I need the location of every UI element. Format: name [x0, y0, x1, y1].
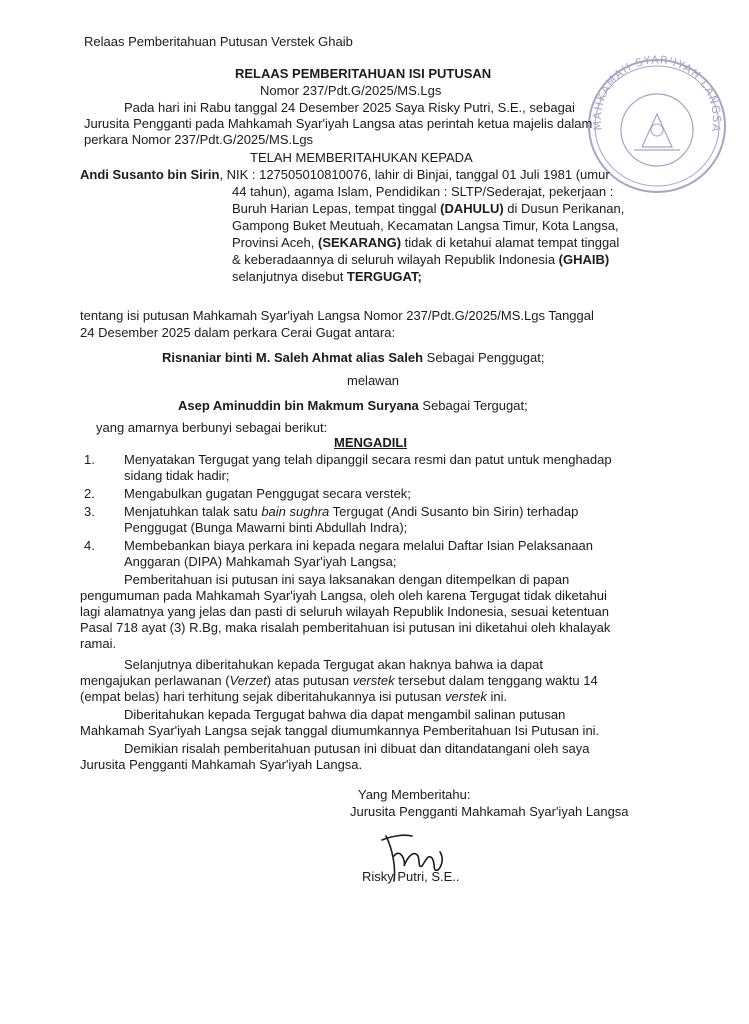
- item-3-text-a: Menjatuhkan talak satu: [124, 504, 262, 519]
- tergugat-name: Asep Aminuddin bin Makmum Suryana: [178, 398, 419, 413]
- party-line-1-rest: , NIK : 127505010810076, lahir di Binjai, tanggal 01 Juli 1981 (umur: [219, 167, 610, 182]
- party-line-6: [232, 252, 609, 268]
- para2-verstek-2: verstek: [444, 689, 487, 704]
- para2-verzet: Verzet: [229, 673, 267, 688]
- para1-line-2: pengumuman pada Mahkamah Syar'iyah Langsa, oleh oleh karena Tergugat tidak diketahui: [80, 588, 607, 603]
- melawan-text: melawan: [347, 373, 400, 388]
- item-3-text-b: Tergugat (Andi Susanto bin Sirin) terhadap: [329, 504, 579, 519]
- party-name: Andi Susanto bin Sirin: [80, 167, 220, 182]
- party-line-6-text: & keberadaannya di seluruh wilayah Republik Indonesia: [232, 252, 559, 267]
- item-4-line-1: Membebankan biaya perkara ini kepada negara melalui Daftar Isian Pelaksanaan: [124, 538, 594, 553]
- para2-line-1: Selanjutnya diberitahukan kepada Tergugat akan haknya bahwa ia dapat: [124, 657, 543, 672]
- para2-verstek: verstek: [352, 673, 395, 688]
- tentang-line-1: tentang isi putusan Mahkamah Syar'iyah Langsa Nomor 237/Pdt.G/2025/MS.Lgs Tanggal: [80, 308, 594, 323]
- tergugat-line: [178, 398, 528, 414]
- sekarang-rest: tidak di ketahui alamat tempat tinggal: [401, 235, 620, 250]
- item-3-line-1: [124, 504, 578, 520]
- intro-line-2: Jurusita Pengganti pada Mahkamah Syar'iyah Langsa atas perintah ketua majelis dalam: [84, 116, 593, 131]
- para4-line-2: Jurusita Pengganti Mahkamah Syar'iyah Langsa.: [80, 757, 363, 772]
- heading-kepada: TELAH MEMBERITAHUKAN KEPADA: [250, 150, 473, 165]
- item-3-line-2: Penggugat (Bunga Mawarni binti Abdullah Indra);: [124, 520, 408, 535]
- party-line-7-text: selanjutnya disebut: [232, 269, 347, 284]
- sign-title: Jurusita Pengganti Mahkamah Syar'iyah Langsa: [350, 804, 629, 819]
- para1-line-4: Pasal 718 ayat (3) R.Bg, maka risalah pemberitahuan isi putusan ini diketahui oleh khalayak: [80, 620, 611, 635]
- dahulu-label: (DAHULU): [440, 201, 504, 216]
- para2-text-d: (empat belas) hari terhitung sejak diberitahukannya isi putusan: [80, 689, 445, 704]
- amar-intro: yang amarnya berbunyi sebagai berikut:: [96, 420, 328, 435]
- item-1-number: 1.: [84, 452, 95, 467]
- para2-text-b: ) atas putusan: [266, 673, 353, 688]
- party-line-3: [232, 201, 624, 217]
- party-line-4: Gampong Buket Meutuah, Kecamatan Langsa Timur, Kota Langsa,: [232, 218, 619, 233]
- item-2-line-1: Mengabulkan gugatan Penggugat secara verstek;: [124, 486, 411, 501]
- para2-text-e: ini.: [486, 689, 508, 704]
- signer-name: Risky Putri, S.E..: [362, 869, 460, 884]
- intro-line-3: perkara Nomor 237/Pdt.G/2025/MS.Lgs: [84, 132, 314, 147]
- tergugat-role: Sebagai Tergugat;: [418, 398, 528, 413]
- para2-text-a: mengajukan perlawanan (: [80, 673, 230, 688]
- item-2-number: 2.: [84, 486, 95, 501]
- mengadili-heading: MENGADILI: [334, 435, 407, 450]
- intro-line-1: Pada hari ini Rabu tanggal 24 Desember 2025 Saya Risky Putri, S.E., sebagai: [124, 100, 575, 115]
- para1-line-1: Pemberitahuan isi putusan ini saya laksanakan dengan ditempelkan di papan: [124, 572, 570, 587]
- document-title: RELAAS PEMBERITAHUAN ISI PUTUSAN: [235, 66, 492, 81]
- case-number: Nomor 237/Pdt.G/2025/MS.Lgs: [260, 83, 442, 98]
- svg-text:MAHKAMAH SYAR'IYAH LANGSA: [591, 53, 723, 133]
- penggugat-name: Risnaniar binti M. Saleh Ahmat alias Saleh: [162, 350, 424, 365]
- item-1-line-2: sidang tidak hadir;: [124, 468, 230, 483]
- sekarang-label: (SEKARANG): [318, 235, 402, 250]
- party-line-1: [80, 167, 610, 183]
- para4-line-1: Demikian risalah pemberitahuan putusan ini dibuat dan ditandatangani oleh saya: [124, 741, 590, 756]
- penggugat-line: [162, 350, 544, 366]
- para2-text-c: tersebut dalam tenggang waktu 14: [394, 673, 598, 688]
- party-line-7: [232, 269, 422, 285]
- party-line-5: [232, 235, 619, 251]
- para1-line-5: ramai.: [80, 636, 117, 651]
- ghaib-label: (GHAIB): [558, 252, 610, 267]
- item-1-line-1: Menyatakan Tergugat yang telah dipanggil secara resmi dan patut untuk menghadap: [124, 452, 612, 467]
- item-4-line-2: Anggaran (DIPA) Mahkamah Syar'iyah Langsa;: [124, 554, 397, 569]
- party-line-5-text: Provinsi Aceh,: [232, 235, 318, 250]
- para3-line-2: Mahkamah Syar'iyah Langsa sejak tanggal diumumkannya Pemberitahuan Isi Putusan ini.: [80, 723, 600, 738]
- penggugat-role: Sebagai Penggugat;: [423, 350, 545, 365]
- para2-line-2: [80, 673, 598, 689]
- sign-intro: Yang Memberitahu:: [358, 787, 471, 802]
- dahulu-rest: di Dusun Perikanan,: [503, 201, 625, 216]
- party-line-3-text: Buruh Harian Lepas, tempat tinggal: [232, 201, 441, 216]
- item-3-number: 3.: [84, 504, 95, 519]
- tergugat-label: TERGUGAT;: [346, 269, 422, 284]
- item-3-italic: bain sughra: [261, 504, 330, 519]
- party-line-2: 44 tahun), agama Islam, Pendidikan : SLTP/Sederajat, pekerjaan :: [232, 184, 614, 199]
- para1-line-3: lagi alamatnya yang jelas dan pasti di seluruh wilayah Republik Indonesia, sesuai ketentuan: [80, 604, 610, 619]
- para3-line-1: Diberitahukan kepada Tergugat bahwa dia dapat mengambil salinan putusan: [124, 707, 566, 722]
- item-4-number: 4.: [84, 538, 95, 553]
- tentang-line-2: 24 Desember 2025 dalam perkara Cerai Gugat antara:: [80, 325, 396, 340]
- para2-line-3: [80, 689, 507, 705]
- document-header: Relaas Pemberitahuan Putusan Verstek Ghaib: [84, 34, 353, 49]
- seal-text: MAHKAMAH SYAR'IYAH LANGSA: [590, 53, 724, 134]
